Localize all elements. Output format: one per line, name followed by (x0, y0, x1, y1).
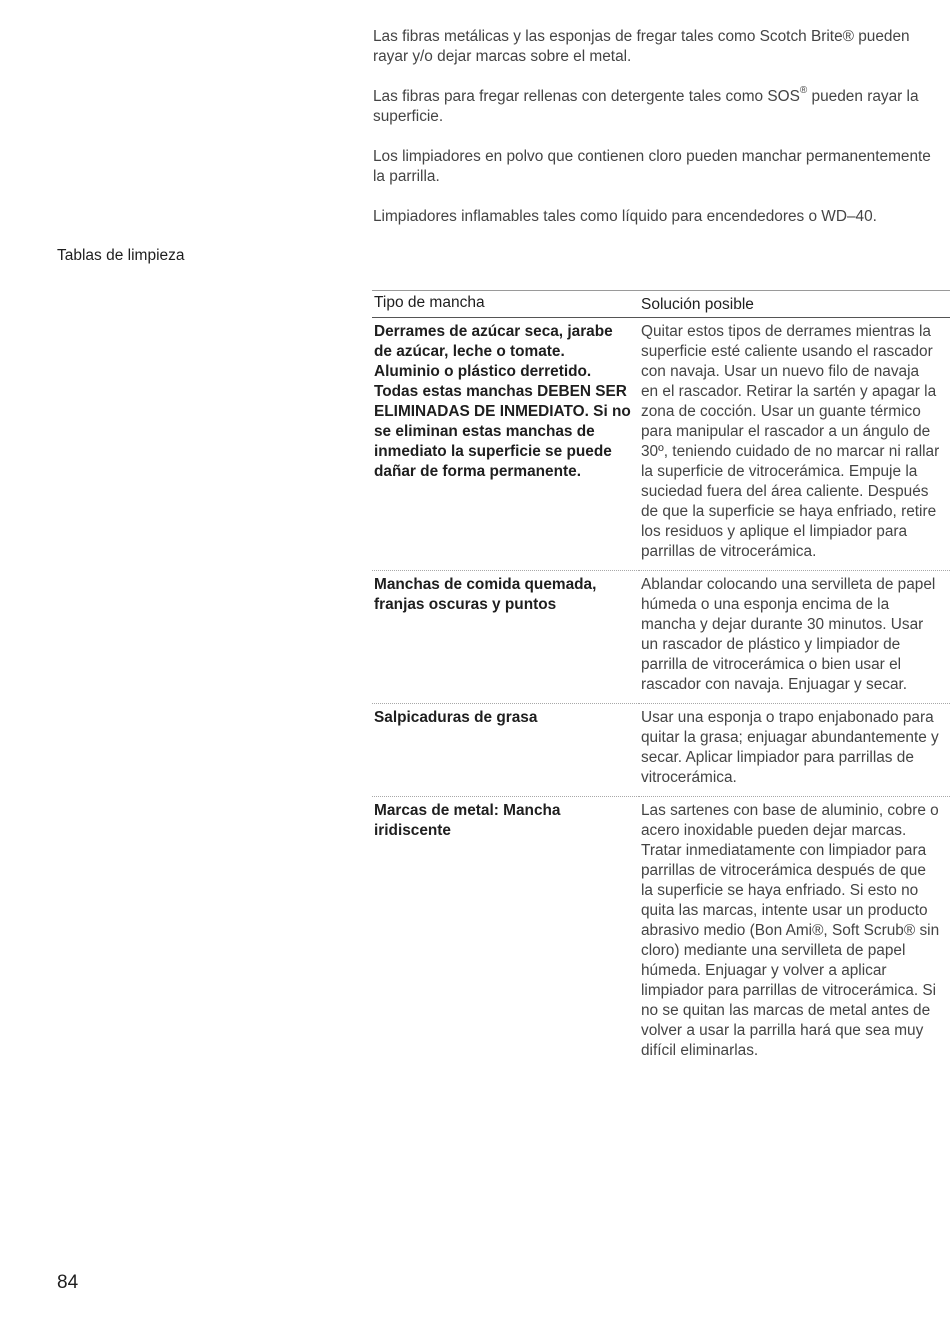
table-row (372, 570, 950, 703)
warning-soap-pads (373, 84, 943, 127)
warning-soap-pads-text: Las fibras para fregar rellenas con detergente tales como SOS (373, 88, 800, 105)
page-number: 84 (57, 1272, 79, 1293)
solution-cell: Usar una esponja o trapo enjabonado para quitar la grasa; enjuagar abundantemente y secar. Aplicar limpiador para parrillas de vitrocerámica. (639, 703, 950, 796)
solution-cell: Las sartenes con base de aluminio, cobre o acero inoxidable pueden dejar marcas. Tratar inmediatamente con limpiador para parrillas de vitrocerámica después de que la superficie se haya enfriado. Si esto no quita las marcas, intente usar un producto abrasivo medio (Bon Ami®, Soft Scrub® sin cloro) mediante una servilleta de papel húmeda. Enjuagar y volver a aplicar limpiador para parrillas de vitrocerámica. Si no se quitan las marcas de metal antes de volver a usar la parrilla hará que sea muy difícil eliminarlas. (639, 796, 950, 1069)
table-row (372, 318, 950, 570)
warning-steel-wool: Las fibras metálicas y las esponjas de fregar tales como Scotch Brite® pueden rayar y/o dejar marcas sobre el metal. (373, 28, 910, 65)
section-title: Tablas de limpieza (57, 247, 185, 264)
table-row (372, 796, 950, 1069)
stain-cell: Manchas de comida quemada, franjas oscuras y puntos (372, 570, 639, 703)
stain-cell: Derrames de azúcar seca, jarabe de azúcar, leche o tomate. Aluminio o plástico derretido. Todas estas manchas DEBEN SER ELIMINADAS DE INMEDIATO. Si no se eliminan estas manchas de inmediato la superficie se puede dañar de forma permanente. (374, 323, 631, 480)
warning-soap-pads-text-end: pueden rayar la superficie. (373, 88, 919, 125)
table-header (372, 291, 950, 318)
registered-mark: ® (799, 84, 808, 96)
warning-powder-cleaners: Los limpiadores en polvo que contienen cloro pueden manchar permanentemente la parrilla. (373, 148, 931, 185)
cleaning-table (372, 290, 950, 1069)
warnings-block (373, 27, 943, 247)
stain-cell: Marcas de metal: Mancha iridiscente (372, 796, 639, 1069)
solution-cell: Ablandar colocando una servilleta de papel húmeda o una esponja encima de la mancha y dejar durante 30 minutos. Usar un rascador de plástico y limpiador de parrilla de vitrocerámica o bien usar el rascador con navaja. Enjuagar y secar. (639, 570, 950, 703)
header-possible-solution: Solución posible (641, 296, 754, 313)
solution-cell: Quitar estos tipos de derrames mientras la superficie esté caliente usando el rascador con navaja. Usar un nuevo filo de navaja en el rascador. Retirar la sartén y apagar la zona de cocción. Usar un guante térmico para manipular el rascador a un ángulo de 30º, teniendo cuidado de no marcar ni rallar la superficie de vitrocerámica. Empuje la suciedad fuera del área caliente. Después de que la superficie se haya enfriado, retire los residuos y aplique el limpiador para parrillas de vitrocerámica. (641, 323, 940, 560)
table-row (372, 703, 950, 796)
header-stain-type: Tipo de mancha (374, 294, 485, 311)
stain-cell: Salpicaduras de grasa (372, 703, 639, 796)
warning-flammable-cleaners: Limpiadores inflamables tales como líquido para encendedores o WD–40. (373, 208, 877, 225)
